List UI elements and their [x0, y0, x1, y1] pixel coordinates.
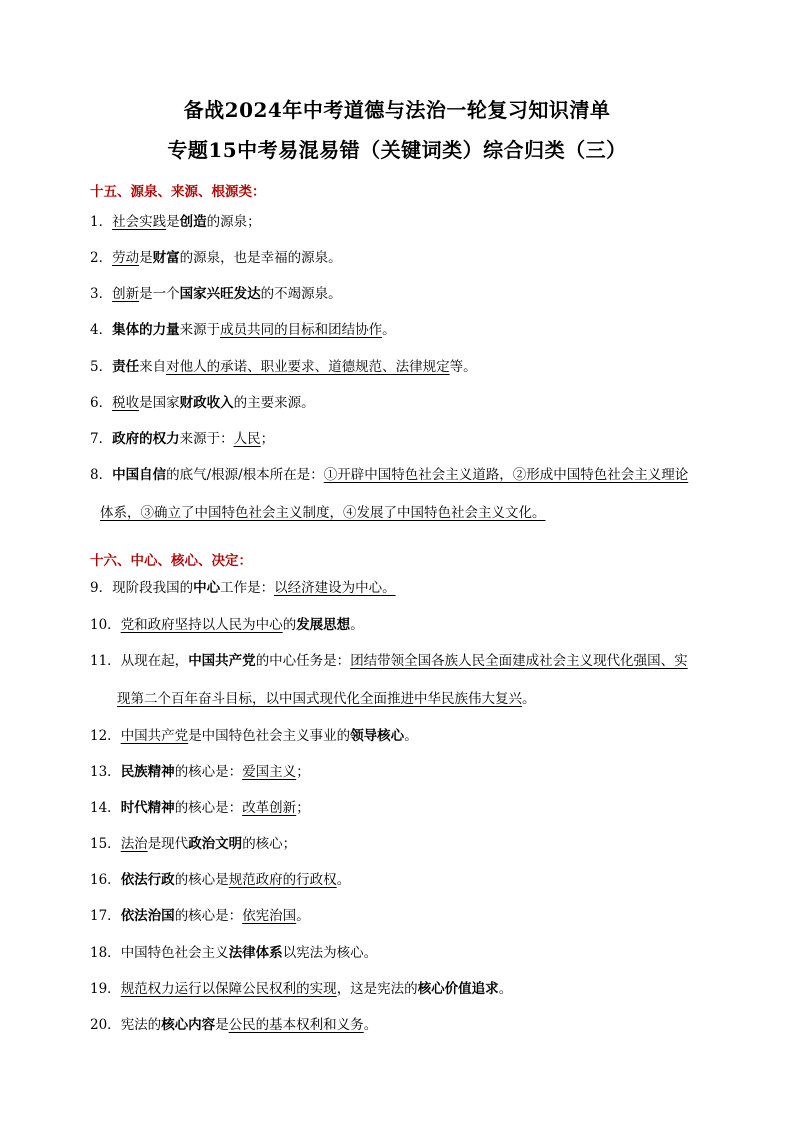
item-text: 是一个	[139, 286, 180, 302]
item-text: 宪法的	[120, 1017, 162, 1033]
list-item	[90, 240, 710, 276]
underlined-key-phrase: 中国共产党	[120, 728, 189, 744]
bold-keyword: 政府的权力	[112, 431, 180, 447]
document-subtitle: 专题15中考易混易错（关键词类）综合归类（三）	[167, 138, 627, 162]
bold-keyword: 核心价值追求	[417, 981, 499, 997]
item-text: ，这是宪法的	[336, 981, 418, 997]
bold-keyword: 财政收入	[179, 395, 234, 411]
item-text: 来源于	[179, 322, 221, 338]
list-item	[90, 790, 710, 826]
underlined-key-phrase: 成员共同的目标和团结协作	[220, 322, 383, 338]
item-text: 的核心是：	[174, 800, 243, 816]
item-text: 16．	[90, 872, 121, 888]
item-text: 是	[139, 250, 153, 266]
item-text: 3．	[90, 286, 113, 302]
underlined-key-phrase: 公民的基本权利和义务	[228, 1017, 364, 1033]
item-text: 。	[350, 617, 364, 633]
item-text: 以宪法为核心。	[282, 945, 378, 961]
underlined-key-phrase: 社会实践	[112, 214, 167, 230]
underlined-key-phrase: 规范政府的行政权	[228, 872, 337, 888]
item-text: 12．	[90, 728, 121, 744]
item-text: 6．	[90, 395, 113, 411]
item-text: 8．	[90, 467, 113, 483]
item-text: 是	[215, 1017, 229, 1033]
bold-keyword: 责任	[112, 359, 140, 375]
item-text: ；	[296, 800, 310, 816]
bold-keyword: 发展思想	[296, 617, 351, 633]
list-item	[90, 276, 710, 312]
underlined-key-phrase: 改革创新	[242, 800, 297, 816]
list-item	[90, 898, 710, 934]
bold-keyword: 依法行政	[120, 872, 175, 888]
bold-keyword: 核心内容	[161, 1017, 216, 1033]
item-text: 。	[498, 981, 513, 997]
list-item	[90, 421, 710, 457]
item-text: ；	[296, 764, 310, 780]
item-text: 10．	[90, 617, 121, 633]
underlined-key-phrase: 党和政府坚持以人民为中心	[120, 617, 283, 633]
list-item	[90, 862, 710, 898]
item-text: 4．	[90, 322, 113, 338]
list-item	[100, 495, 720, 531]
list-item	[90, 754, 710, 790]
underlined-key-phrase: 人民	[233, 431, 261, 447]
bold-keyword: 法律体系	[228, 945, 283, 961]
underlined-key-phrase: 体系，③确立了中国特色社会主义制度，④发展了中国特色社会主义文化。	[100, 505, 546, 521]
item-text: 。	[522, 691, 536, 707]
list-item	[90, 607, 710, 643]
item-text: 的主要来源。	[233, 395, 315, 411]
item-text: 从现在起，	[120, 653, 189, 669]
bold-keyword: 中心	[193, 580, 221, 596]
bold-keyword: 民族精神	[120, 764, 175, 780]
item-text: 18．	[90, 945, 121, 961]
underlined-key-phrase: 现第二个百年奋斗目标，以中国式现代化全面推进中华民族伟大复兴	[117, 691, 522, 707]
item-text: 是现代	[147, 836, 189, 852]
item-text: 9．	[90, 580, 113, 596]
list-item	[90, 385, 710, 421]
underlined-key-phrase: 规范权力运行以保障公民权利的实现	[120, 981, 337, 997]
underlined-key-phrase: 依宪治国	[242, 908, 297, 924]
item-text: 来源于：	[179, 431, 234, 447]
item-text: 的核心是：	[174, 764, 243, 780]
list-item	[90, 312, 710, 348]
bold-keyword: 依法治国	[120, 908, 175, 924]
item-text: 是中国特色社会主义事业的	[188, 728, 351, 744]
bold-keyword: 政治文明	[188, 836, 243, 852]
underlined-key-phrase: 税收	[112, 395, 140, 411]
item-text: 2．	[90, 250, 113, 266]
section-heading-16: 十六、中心、核心、决定：	[90, 553, 252, 569]
item-text: 15．	[90, 836, 121, 852]
list-item	[90, 718, 710, 754]
bold-keyword: 财富	[152, 250, 180, 266]
list-item	[90, 457, 710, 493]
list-item	[90, 570, 710, 606]
list-item	[90, 643, 710, 679]
bold-keyword: 领导核心	[350, 728, 405, 744]
list-item	[117, 681, 737, 717]
bold-keyword: 时代精神	[120, 800, 175, 816]
underlined-key-phrase: 以经济建设为中心。	[274, 580, 396, 596]
underlined-key-phrase: 团结带领全国各族人民全面建成社会主义现代化强国、实	[350, 653, 688, 669]
item-text: 17．	[90, 908, 121, 924]
item-text: 的不竭源泉。	[260, 286, 342, 302]
item-text: 工作是：	[220, 580, 275, 596]
bold-keyword: 中国自信	[112, 467, 167, 483]
item-text: 14．	[90, 800, 121, 816]
item-text: 的中心任务是：	[255, 653, 351, 669]
underlined-key-phrase: 创新	[112, 286, 140, 302]
list-item	[90, 826, 710, 862]
item-text: 。	[382, 322, 396, 338]
item-text: 19．	[90, 981, 121, 997]
document-title: 备战2024年中考道德与法治一轮复习知识清单	[183, 98, 611, 122]
list-item	[90, 935, 710, 971]
item-text: 的核心；	[242, 836, 297, 852]
item-text: 的源泉，也是幸福的源泉。	[179, 250, 342, 266]
item-text: 是	[166, 214, 180, 230]
item-text: 。	[404, 728, 418, 744]
list-item	[90, 204, 710, 240]
item-text: 。	[363, 1017, 378, 1033]
item-text: 5．	[90, 359, 113, 375]
item-text: 的	[282, 617, 297, 633]
section-heading-15: 十五、源泉、来源、根源类：	[90, 184, 266, 200]
item-text: 现阶段我国的	[112, 580, 194, 596]
item-text: 13．	[90, 764, 121, 780]
list-item	[90, 971, 710, 1007]
item-text: 20．	[90, 1017, 121, 1033]
item-text: 中国特色社会主义	[120, 945, 229, 961]
item-text: 的核心是：	[174, 908, 243, 924]
bold-keyword: 集体的力量	[112, 322, 180, 338]
underlined-key-phrase: ①开辟中国特色社会主义道路，②形成中国特色社会主义理论	[323, 467, 689, 483]
underlined-key-phrase: 法治	[120, 836, 148, 852]
bold-keyword: 中国共产党	[188, 653, 256, 669]
item-text: 的底气/根源/根本所在是：	[166, 467, 324, 483]
item-text: 来自	[139, 359, 167, 375]
item-text: 1．	[90, 214, 113, 230]
list-item	[90, 349, 710, 385]
item-text: 11．	[90, 653, 121, 669]
list-item	[90, 1007, 710, 1043]
item-text: 。	[296, 908, 310, 924]
item-text: 的源泉；	[206, 214, 261, 230]
item-text: 。	[336, 872, 351, 888]
underlined-key-phrase: 劳动	[112, 250, 140, 266]
underlined-key-phrase: 爱国主义	[242, 764, 297, 780]
item-text: 是国家	[139, 395, 180, 411]
underlined-key-phrase: 对他人的承诺、职业要求、道德规范、法律规定	[166, 359, 450, 375]
item-text: 等。	[449, 359, 477, 375]
item-text: 的核心是	[174, 872, 229, 888]
item-text: ；	[260, 431, 275, 447]
bold-keyword: 创造	[179, 214, 207, 230]
bold-keyword: 国家兴旺发达	[179, 286, 261, 302]
item-text: 7．	[90, 431, 113, 447]
